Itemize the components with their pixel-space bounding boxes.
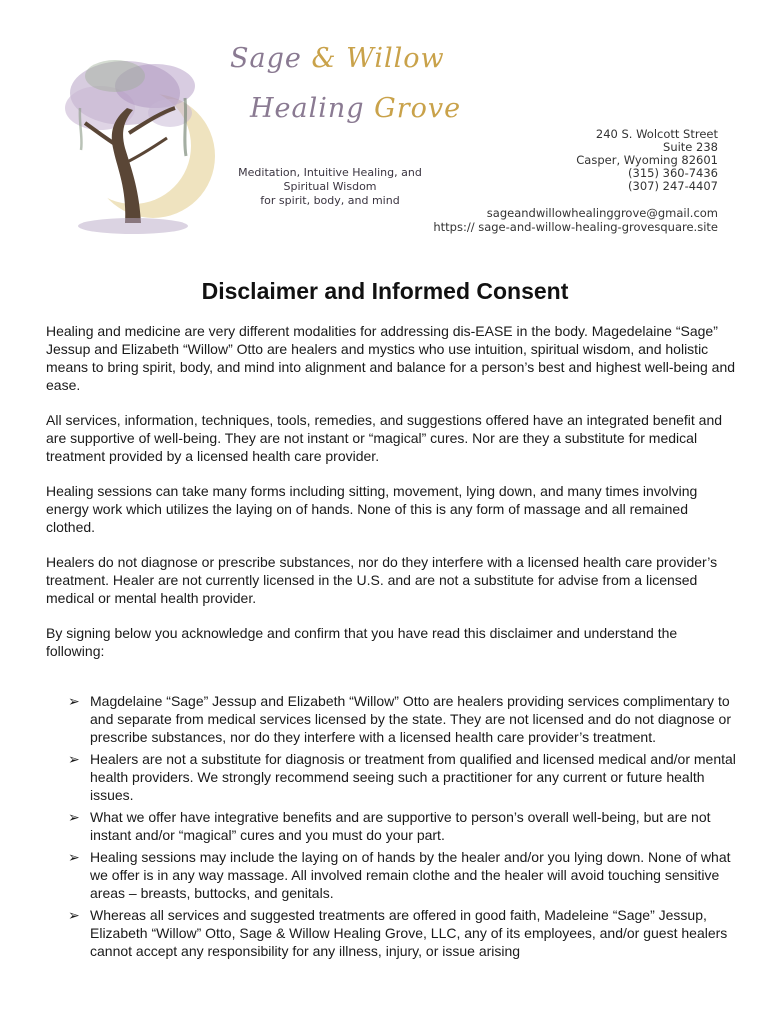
brand-name-line2: Healing Grove — [250, 93, 462, 124]
tagline-line1: Meditation, Intuitive Healing, and Spiritual Wisdom — [238, 166, 422, 193]
email-link[interactable]: sageandwillowhealinggrove@gmail.com — [486, 206, 718, 220]
arrow-bullet-icon: ➢ — [68, 751, 80, 767]
paragraph: By signing below you acknowledge and confirm that you have read this disclaimer and understand the following: — [46, 625, 678, 659]
arrow-bullet-icon: ➢ — [68, 809, 80, 825]
list-item: ➢ Whereas all services and suggested treatments are offered in good faith, Madeleine “Sage” Jessup, Elizabeth “Willow” Otto, Sage & Willow Healing Grove, LLC, any of its employees, and/or guest healers cannot accept any responsibility for any illness, injury, or issue arising — [68, 907, 728, 959]
tree-moon-logo-icon — [55, 38, 225, 238]
list-item: ➢ What we offer have integrative benefits and are supportive to person’s overall well-being, but are not instant and/or “magical” cures and you must do your part. — [68, 809, 711, 843]
page-title: Disclaimer and Informed Consent — [201, 278, 569, 304]
arrow-bullet-icon: ➢ — [68, 849, 80, 865]
paragraph: Healers do not diagnose or prescribe substances, nor do they interfere with a licensed health care provider’s treatment. Healer are not currently licensed in the U.S. and are not a substitute for advise from a licensed medical or mental health provider. — [46, 554, 718, 606]
paragraph: Healing and medicine are very different modalities for addressing dis-EASE in the body. Magedelaine “Sage” Jessup and Elizabeth “Willow” Otto are healers and mystics who use intuition, spiritual wisdom, and holistic means to bring spirit, body, and mind into alignment and balance for a person’s best and highest well-being and ease. — [46, 323, 736, 393]
arrow-bullet-icon: ➢ — [68, 907, 80, 923]
contact-block — [418, 206, 718, 234]
website-link[interactable]: https:// sage-and-willow-healing-grovesquare.site — [433, 220, 718, 234]
brand-name-line1: Sage & Willow — [230, 43, 445, 74]
list-item: ➢ Magdelaine “Sage” Jessup and Elizabeth “Willow” Otto are healers providing services complimentary to and separate from medical services licensed by the state. They are not licensed and do not diagnose or prescribe substances, nor do they interfere with a licensed health care provider’s treatment. — [68, 693, 732, 745]
document-body — [46, 322, 736, 964]
list-item: ➢ Healers are not a substitute for diagnosis or treatment from qualified and licensed medical and/or mental health providers. We strongly recommend seeing such a practitioner for any current or future health issues. — [68, 751, 736, 803]
tagline — [217, 166, 443, 208]
phone-2: (307) 247-4407 — [628, 179, 718, 193]
address-city: Casper, Wyoming 82601 — [576, 153, 718, 167]
address-block — [518, 128, 718, 193]
acknowledgement-list — [68, 692, 736, 960]
arrow-bullet-icon: ➢ — [68, 693, 80, 709]
phone-1: (315) 360-7436 — [628, 166, 718, 180]
address-street: 240 S. Wolcott Street — [595, 127, 718, 141]
tagline-line2: for spirit, body, and mind — [260, 194, 400, 207]
address-suite: Suite 238 — [663, 140, 718, 154]
list-item: ➢ Healing sessions may include the laying on of hands by the healer and/or you lying down. None of what we offer is in any way massage. All involved remain clothe and the healer will avoid touching sensitive areas – breasts, buttocks, and genitals. — [68, 849, 731, 901]
paragraph: All services, information, techniques, tools, remedies, and suggestions offered have an integrated benefit and are supportive of well-being. They are not instant or “magical” cures. Nor are they a substitute for medical treatment provided by a licensed health care provider. — [46, 412, 723, 464]
paragraph: Healing sessions can take many forms including sitting, movement, lying down, and many times involving energy work which utilizes the laying on of hands. None of this is any form of massage and all remained clothed. — [46, 483, 698, 535]
